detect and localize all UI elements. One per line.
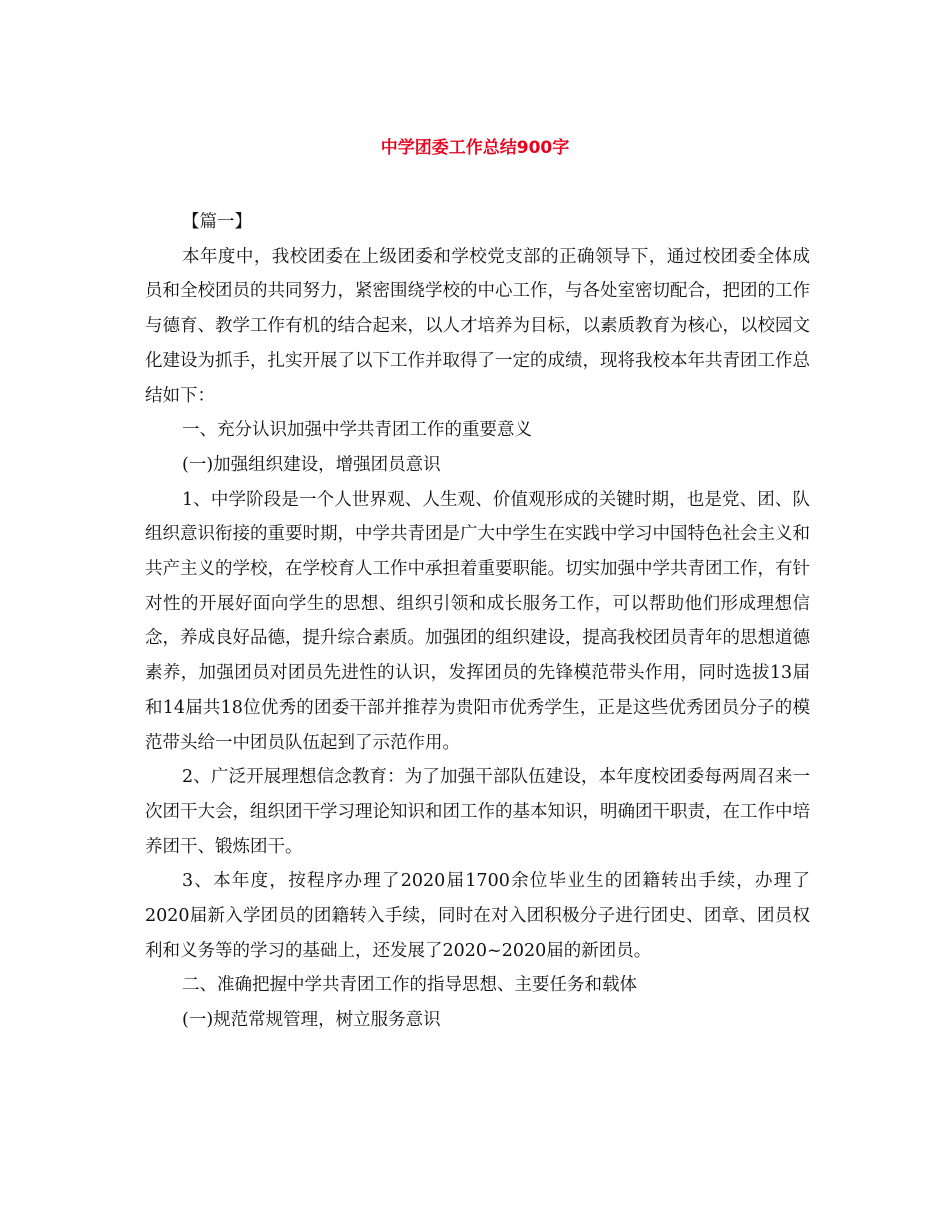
subsection-heading-two: (一)规范常规管理，树立服务意识 [182, 1010, 441, 1031]
document-title: 中学团委工作总结900字 [380, 138, 570, 158]
paragraph-item-3: 3、本年度，按程序办理了2020届1700余位毕业生的团籍转出手续，办理了2020届新入学团员的团籍转入手续，同时在对入团积极分子进行团史、团章、团员权利和义务等的学习的基础上，还发展了2020~2020届的新团员。 [145, 871, 810, 961]
section-heading-part-one: 【篇一】 [182, 212, 252, 232]
document-body [145, 205, 810, 1038]
section-heading-one: 一、充分认识加强中学共青团工作的重要意义 [182, 420, 532, 441]
section-heading-two: 二、准确把握中学共青团工作的指导思想、主要任务和载体 [182, 975, 637, 996]
paragraph-item-2: 2、广泛开展理想信念教育：为了加强干部队伍建设，本年度校团委每两周召来一次团干大会，组织团干学习理论知识和团工作的基本知识，明确团干职责，在工作中培养团干、锻炼团干。 [145, 767, 810, 857]
intro-paragraph: 本年度中，我校团委在上级团委和学校党支部的正确领导下，通过校团委全体成员和全校团员的共同努力，紧密围绕学校的中心工作，与各处室密切配合，把团的工作与德育、教学工作有机的结合起来，以人才培养为目标，以素质教育为核心，以校园文化建设为抓手，扎实开展了以下工作并取得了一定的成绩，现将我校本年共青团工作总结如下： [145, 246, 810, 406]
subsection-heading-one: (一)加强组织建设，增强团员意识 [182, 454, 441, 475]
paragraph-item-1: 1、中学阶段是一个人世界观、人生观、价值观形成的关键时期，也是党、团、队组织意识衔接的重要时期，中学共青团是广大中学生在实践中学习中国特色社会主义和共产主义的学校，在学校育人工作中承担着重要职能。切实加强中学共青团工作，有针对性的开展好面向学生的思想、组织引领和成长服务工作，可以帮助他们形成理想信念，养成良好品德，提升综合素质。加强团的组织建设，提高我校团员青年的思想道德素养，加强团员对团员先进性的认识，发挥团员的先锋模范带头作用，同时选拔13届和14届共18位优秀的团委干部并推荐为贵阳市优秀学生，正是这些优秀团员分子的模范带头给一中团员队伍起到了示范作用。 [145, 489, 810, 753]
